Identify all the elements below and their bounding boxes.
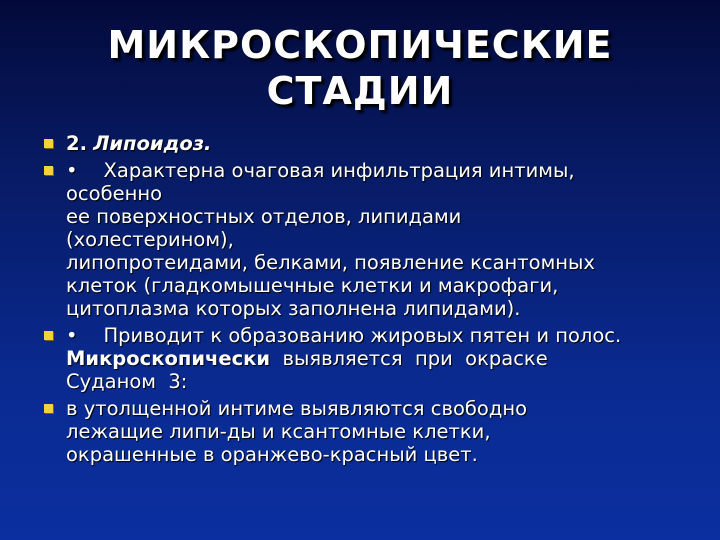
- bullet-line: лежащие липи-ды и ксантомные клетки,: [66, 420, 491, 443]
- bold-keyword: Микроскопически: [66, 347, 271, 370]
- bullet-item-fatty-streaks: [44, 324, 704, 393]
- bullet-list: [44, 132, 704, 470]
- stage-term: Липоидоз.: [93, 132, 212, 155]
- bullet-marker-icon: [44, 166, 53, 175]
- inline-dot: •: [66, 159, 78, 182]
- bullet-item-thickened-intima: [44, 397, 704, 466]
- bullet-marker-icon: [44, 331, 53, 340]
- bullet-text: выявляется при окраске: [270, 347, 548, 370]
- bullet-line: клеток (гладкомышечные клетки и макрофаги,: [66, 274, 559, 297]
- bullet-item-characteristics: [44, 159, 704, 320]
- slide-title: [0, 22, 720, 114]
- bullet-text: Характерна очаговая инфильтрация интимы,: [103, 159, 575, 182]
- bullet-marker-icon: [44, 404, 53, 413]
- bullet-line: [66, 324, 704, 347]
- stage-number: 2.: [66, 132, 87, 155]
- bullet-item-lipoidosis: [44, 132, 704, 155]
- title-line-1: МИКРОСКОПИЧЕСКИЕ: [107, 23, 613, 67]
- bullet-text: Приводит к образованию жировых пятен и полос.: [103, 324, 622, 347]
- bullet-line: липопротеидами, белками, появление ксантомных: [66, 251, 595, 274]
- bullet-line: [66, 132, 704, 155]
- bullet-line: [66, 159, 704, 182]
- bullet-line: Суданом 3:: [66, 370, 188, 393]
- bullet-marker-icon: [44, 139, 53, 148]
- bullet-line: [66, 347, 704, 370]
- bullet-line: в утолщенной интиме выявляются свободно: [66, 397, 528, 420]
- bullet-line: ее поверхностных отделов, липидами: [66, 205, 462, 228]
- bullet-line: (холестерином),: [66, 228, 234, 251]
- title-line-2: СТАДИИ: [266, 69, 454, 113]
- bullet-line: окрашенные в оранжево-красный цвет.: [66, 443, 478, 466]
- bullet-line: особенно: [66, 182, 163, 205]
- bullet-line: цитоплазма которых заполнена липидами).: [66, 297, 521, 320]
- inline-dot: •: [66, 324, 78, 347]
